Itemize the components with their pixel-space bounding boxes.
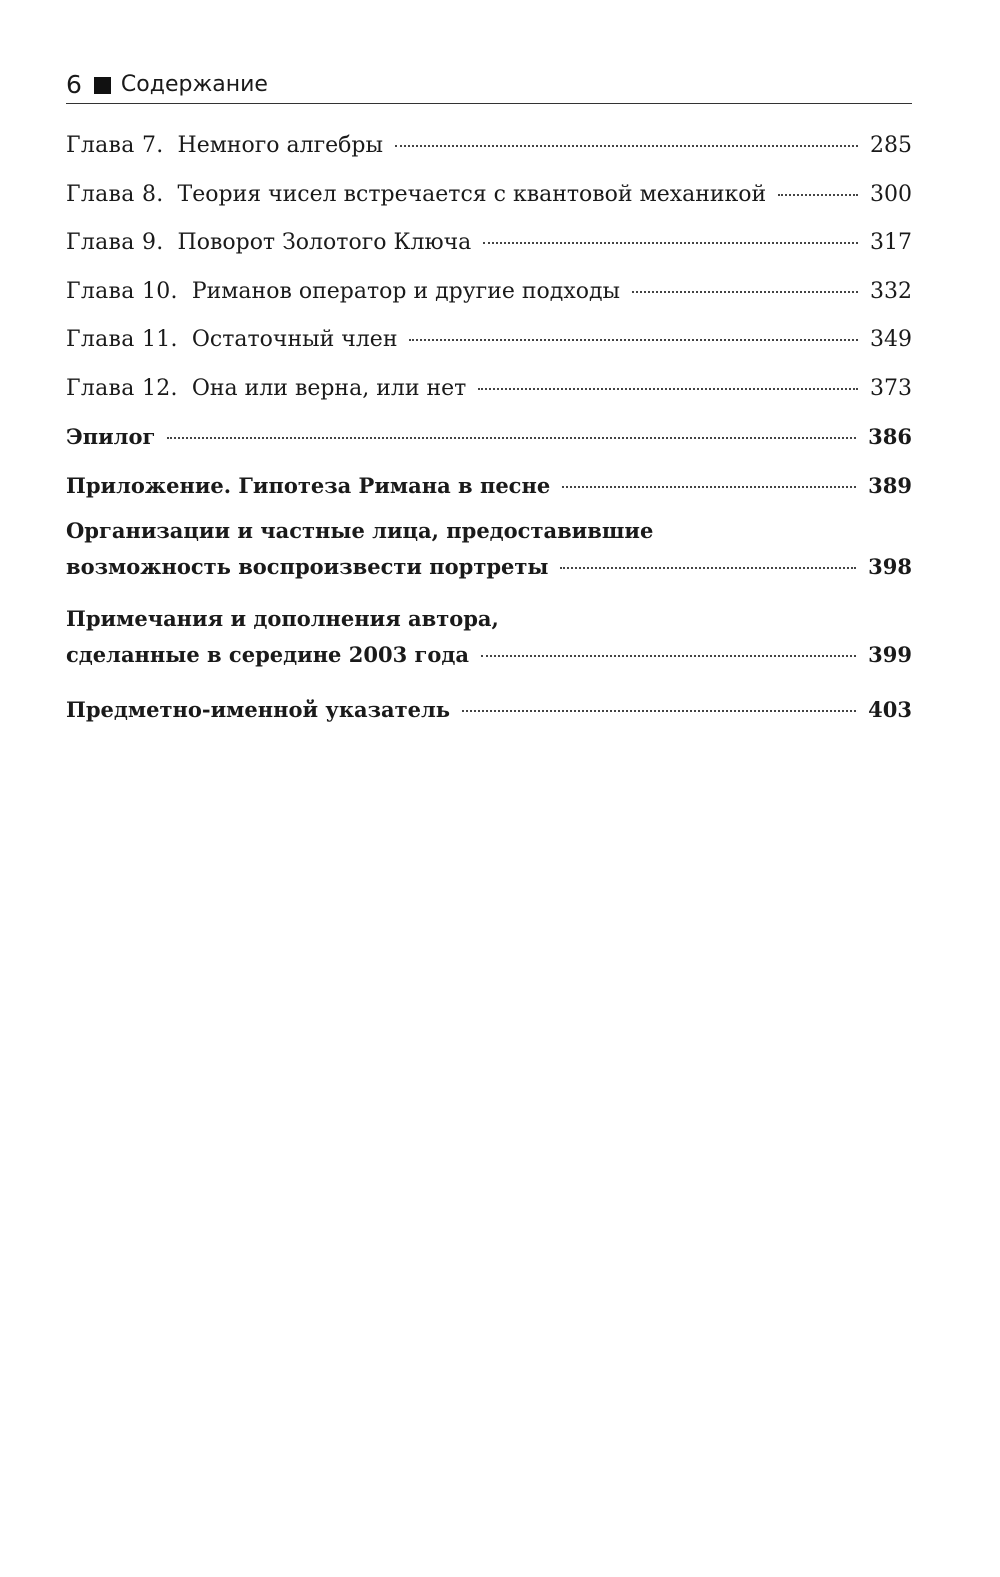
black-square-icon xyxy=(94,77,111,94)
chapter-title: Теория чисел встречается с квантовой механикой xyxy=(177,181,767,207)
page-ref: 403 xyxy=(868,697,912,722)
chapter-label: Глава 12. xyxy=(66,375,178,401)
chapter-label: Глава 9. xyxy=(66,230,164,255)
chapter-label: Глава 11. xyxy=(66,327,178,352)
chapter-title: Остаточный член xyxy=(191,327,398,352)
toc-entry-chapter-10[interactable] xyxy=(66,271,912,320)
dot-leader xyxy=(167,437,856,439)
dot-leader xyxy=(778,194,858,196)
section-title-line1: Примечания и дополнения автора, xyxy=(66,606,499,631)
page-ref: 399 xyxy=(868,642,912,667)
chapter-title: Риманов оператор и другие подходы xyxy=(191,278,621,304)
dot-leader xyxy=(562,486,856,488)
toc-entry-chapter-7[interactable] xyxy=(66,125,912,174)
chapter-label: Глава 8. xyxy=(66,181,164,207)
chapter-title: Она или верна, или нет xyxy=(191,375,467,401)
dot-leader xyxy=(481,655,856,657)
page-ref: 317 xyxy=(870,230,912,255)
toc-entry-chapter-8[interactable] xyxy=(66,174,912,223)
running-header xyxy=(66,64,912,104)
toc-entry-chapter-12[interactable] xyxy=(66,368,912,417)
dot-leader xyxy=(462,710,856,712)
page-ref: 285 xyxy=(870,133,912,158)
section-title-line1: Организации и частные лица, предоставившие xyxy=(66,518,654,543)
section-title: Приложение. Гипотеза Римана в песне xyxy=(66,472,551,498)
page-ref: 386 xyxy=(868,424,912,449)
dot-leader xyxy=(483,242,858,244)
toc-entry-appendix[interactable] xyxy=(66,465,912,514)
toc-entry-epilogue[interactable] xyxy=(66,416,912,465)
dot-leader xyxy=(395,145,858,147)
section-title: Эпилог xyxy=(66,424,156,449)
chapter-title: Немного алгебры xyxy=(177,133,384,158)
chapter-title: Поворот Золотого Ключа xyxy=(177,230,472,255)
page-ref: 332 xyxy=(870,278,912,304)
toc-entry-notes[interactable] xyxy=(66,601,912,685)
dot-leader xyxy=(478,388,858,390)
running-title: Содержание xyxy=(120,72,268,97)
page-ref: 300 xyxy=(870,181,912,207)
dot-leader xyxy=(632,291,858,293)
section-title: Предметно-именной указатель xyxy=(66,697,451,722)
section-title-line2: сделанные в середине 2003 года xyxy=(66,642,469,667)
page-ref: 389 xyxy=(868,472,912,498)
toc-entry-chapter-9[interactable] xyxy=(66,222,912,271)
table-of-contents xyxy=(66,125,912,738)
toc-entry-chapter-11[interactable] xyxy=(66,319,912,368)
toc-entry-portraits[interactable] xyxy=(66,513,912,597)
page-number: 6 xyxy=(66,70,82,99)
page-ref: 373 xyxy=(870,375,912,401)
dot-leader xyxy=(560,567,856,569)
page-ref: 398 xyxy=(868,554,912,579)
section-title-line2: возможность воспроизвести портреты xyxy=(66,554,549,579)
page-ref: 349 xyxy=(870,327,912,352)
chapter-label: Глава 10. xyxy=(66,278,178,304)
chapter-label: Глава 7. xyxy=(66,133,164,158)
toc-entry-index[interactable] xyxy=(66,689,912,738)
dot-leader xyxy=(409,339,858,341)
